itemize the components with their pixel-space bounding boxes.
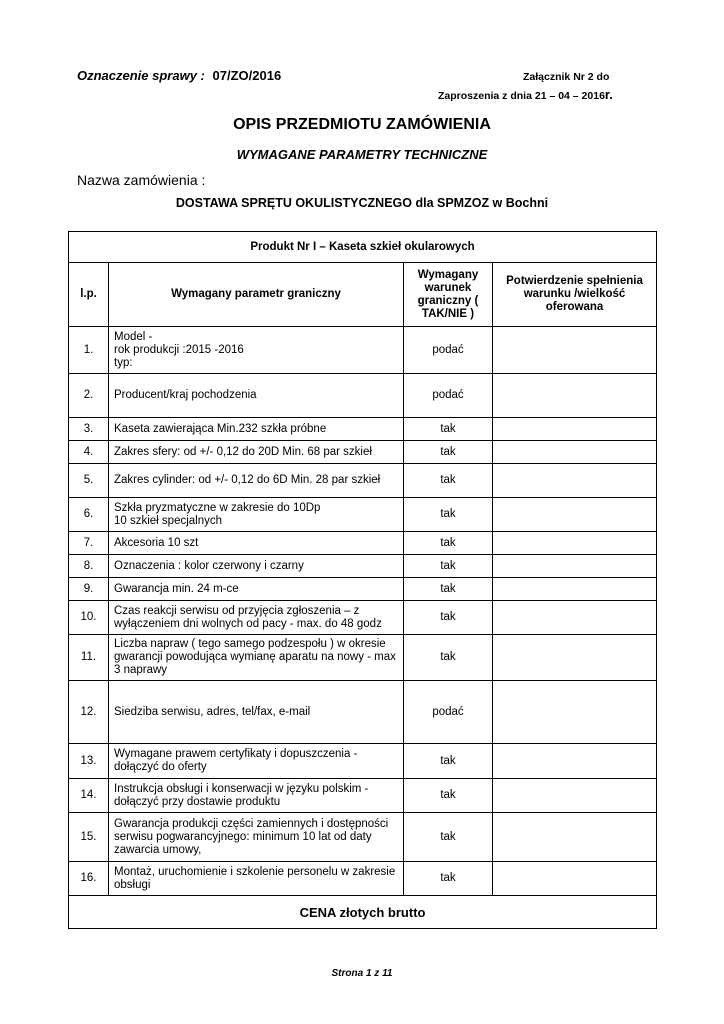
row-confirmation-cell[interactable] [493, 555, 657, 578]
table-row [69, 601, 657, 635]
invitation-suffix: r. [604, 87, 613, 102]
row-number: 4. [69, 441, 109, 464]
row-parameter: Oznaczenia : kolor czerwony i czarny [109, 555, 404, 578]
table-row [69, 635, 657, 681]
row-confirmation-cell[interactable] [493, 441, 657, 464]
row-number: 12. [69, 681, 109, 744]
case-number: 07/ZO/2016 [212, 68, 282, 83]
row-requirement: podać [404, 327, 493, 374]
page-title: OPIS PRZEDMIOTU ZAMÓWIENIA [233, 116, 491, 133]
row-confirmation-cell[interactable] [493, 498, 657, 532]
row-number: 9. [69, 578, 109, 601]
invitation-date [438, 87, 613, 102]
row-number: 2. [69, 374, 109, 418]
price-row [69, 896, 657, 929]
row-confirmation-cell[interactable] [493, 813, 657, 862]
row-parameter: Instrukcja obsługi i konserwacji w języku polskim - dołączyć przy dostawie produktu [109, 779, 404, 813]
row-parameter: Kaseta zawierająca Min.232 szkła próbne [109, 418, 404, 441]
header-required: Wymagany warunek graniczny ( TAK/NIE ) [404, 263, 493, 327]
table-row [69, 374, 657, 418]
table-row [69, 862, 657, 896]
row-confirmation-cell[interactable] [493, 532, 657, 555]
table-row [69, 441, 657, 464]
row-number: 11. [69, 635, 109, 681]
row-parameter: Akcesoria 10 szt [109, 532, 404, 555]
row-requirement: tak [404, 862, 493, 896]
product-title-row [69, 232, 657, 263]
row-parameter: Model - rok produkcji :2015 -2016 typ: [109, 327, 404, 374]
row-confirmation-cell[interactable] [493, 418, 657, 441]
row-number: 1. [69, 327, 109, 374]
row-requirement: tak [404, 555, 493, 578]
row-parameter: Gwarancja produkcji części zamiennych i dostępności serwisu pogwarancyjnego: minimum 10 lat od daty zawarcia umowy, [109, 813, 404, 862]
row-confirmation-cell[interactable] [493, 779, 657, 813]
spec-rows [69, 327, 657, 896]
row-number: 8. [69, 555, 109, 578]
case-label: Oznaczenie sprawy : [77, 68, 205, 83]
table-row [69, 578, 657, 601]
header-lp: l.p. [69, 263, 109, 327]
header-confirmation: Potwierdzenie spełnienia warunku /wielkość oferowana [493, 263, 657, 327]
row-parameter: Wymagane prawem certyfikaty i dopuszczenia - dołączyć do oferty [109, 744, 404, 779]
attachment-note: Załącznik Nr 2 do [523, 71, 610, 83]
order-name-label: Nazwa zamówienia : [77, 172, 206, 188]
row-requirement: tak [404, 744, 493, 779]
row-requirement: tak [404, 498, 493, 532]
row-requirement: podać [404, 374, 493, 418]
row-confirmation-cell[interactable] [493, 578, 657, 601]
row-number: 7. [69, 532, 109, 555]
row-confirmation-cell[interactable] [493, 327, 657, 374]
row-requirement: tak [404, 813, 493, 862]
row-number: 3. [69, 418, 109, 441]
row-confirmation-cell[interactable] [493, 464, 657, 498]
page-subtitle: WYMAGANE PARAMETRY TECHNICZNE [236, 147, 488, 162]
row-requirement: tak [404, 578, 493, 601]
price-label: CENA złotych brutto [69, 896, 657, 929]
row-requirement: tak [404, 779, 493, 813]
row-requirement: tak [404, 532, 493, 555]
row-confirmation-cell[interactable] [493, 374, 657, 418]
table-row [69, 532, 657, 555]
row-confirmation-cell[interactable] [493, 601, 657, 635]
row-parameter: Zakres sfery: od +/- 0,12 do 20D Min. 68 par szkieł [109, 441, 404, 464]
row-requirement: podać [404, 681, 493, 744]
row-parameter: Liczba napraw ( tego samego podzespołu ) w okresie gwarancji powodująca wymianę aparatu na nowy - max 3 naprawy [109, 635, 404, 681]
row-parameter: Montaż, uruchomienie i szkolenie personelu w zakresie obsługi [109, 862, 404, 896]
row-parameter: Szkła pryzmatyczne w zakresie do 10Dp 10 szkieł specjalnych [109, 498, 404, 532]
table-row [69, 555, 657, 578]
row-confirmation-cell[interactable] [493, 744, 657, 779]
invitation-text: Zaproszenia z dnia 21 – 04 – 2016 [438, 90, 605, 102]
table-header-row [69, 263, 657, 327]
table-row [69, 779, 657, 813]
table-row [69, 418, 657, 441]
table-row [69, 744, 657, 779]
row-parameter: Gwarancja min. 24 m-ce [109, 578, 404, 601]
row-confirmation-cell[interactable] [493, 862, 657, 896]
row-confirmation-cell[interactable] [493, 681, 657, 744]
row-number: 15. [69, 813, 109, 862]
order-name: DOSTAWA SPRĘTU OKULISTYCZNEGO dla SPMZOZ w Bochni [175, 196, 549, 210]
page-footer: Strona 1 z 11 [331, 968, 393, 979]
row-confirmation-cell[interactable] [493, 635, 657, 681]
row-parameter: Producent/kraj pochodzenia [109, 374, 404, 418]
table-row [69, 813, 657, 862]
row-number: 10. [69, 601, 109, 635]
table-row [69, 681, 657, 744]
row-requirement: tak [404, 635, 493, 681]
table-row [69, 464, 657, 498]
row-parameter: Zakres cylinder: od +/- 0,12 do 6D Min. 28 par szkieł [109, 464, 404, 498]
header-param: Wymagany parametr graniczny [109, 263, 404, 327]
row-parameter: Czas reakcji serwisu od przyjęcia zgłoszenia – z wyłączeniem dni wolnych od pacy - max. do 48 godz [109, 601, 404, 635]
product-title: Produkt Nr I – Kaseta szkieł okularowych [69, 232, 657, 263]
row-number: 16. [69, 862, 109, 896]
row-number: 14. [69, 779, 109, 813]
row-requirement: tak [404, 418, 493, 441]
row-requirement: tak [404, 464, 493, 498]
row-number: 5. [69, 464, 109, 498]
table-row [69, 498, 657, 532]
spec-table [68, 231, 657, 929]
row-requirement: tak [404, 601, 493, 635]
row-parameter: Siedziba serwisu, adres, tel/fax, e-mail [109, 681, 404, 744]
table-row [69, 327, 657, 374]
row-requirement: tak [404, 441, 493, 464]
row-number: 6. [69, 498, 109, 532]
case-designation [77, 68, 281, 83]
row-number: 13. [69, 744, 109, 779]
